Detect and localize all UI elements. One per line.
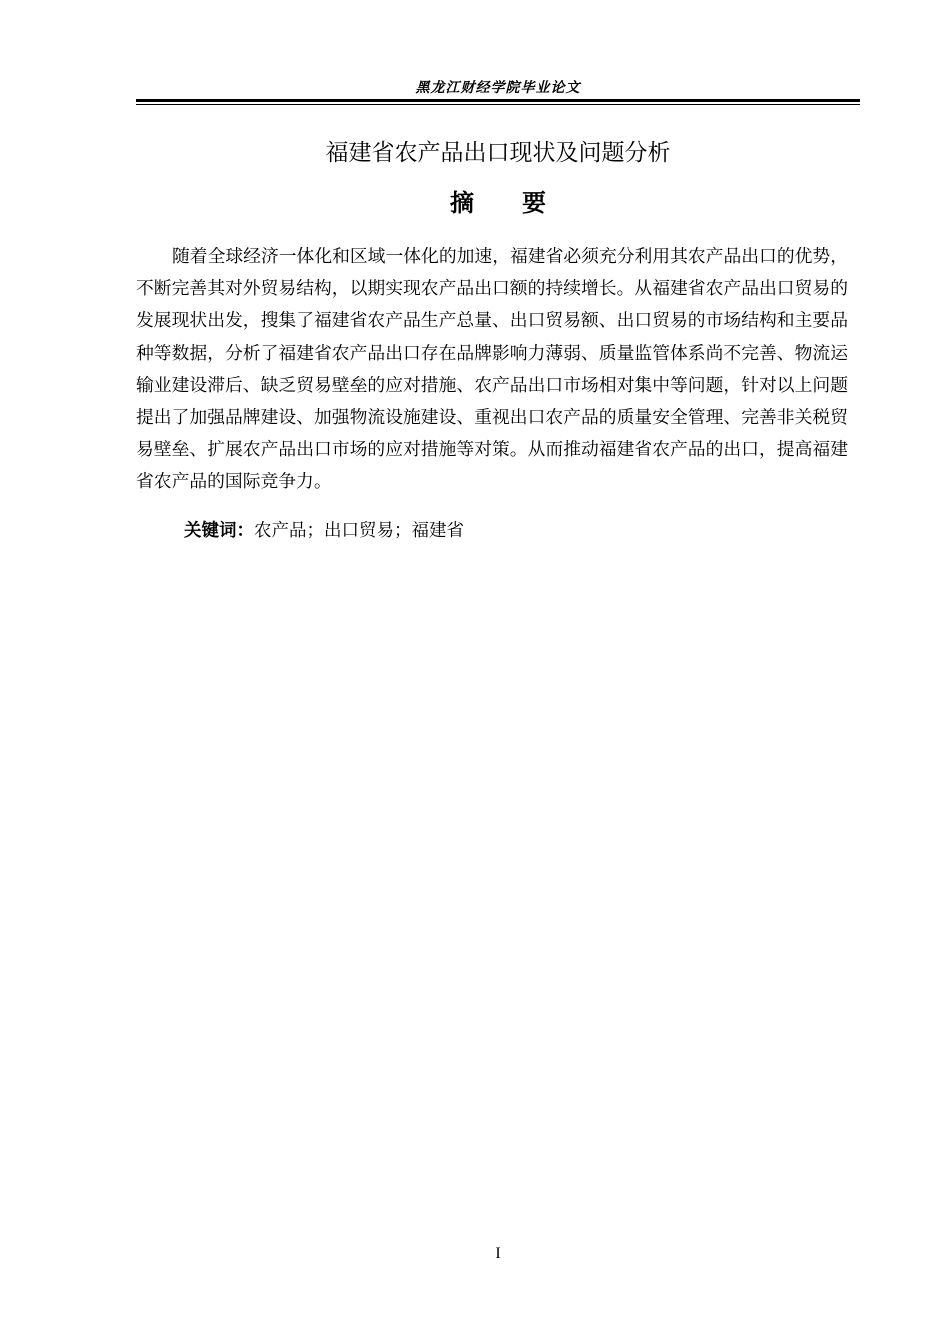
- abstract-heading: [136, 188, 860, 218]
- thesis-title: 福建省农产品出口现状及问题分析: [325, 140, 671, 166]
- abstract-heading-right: 要: [522, 189, 546, 217]
- keywords-values: 农产品；出口贸易；福建省: [254, 521, 464, 541]
- keywords-label: 关键词：: [184, 521, 254, 541]
- keywords-line: [184, 517, 464, 545]
- header-rule-thin: [136, 104, 860, 105]
- running-header: 黑龙江财经学院毕业论文: [415, 80, 581, 96]
- abstract-body: 随着全球经济一体化和区域一体化的加速，福建省必须充分利用其农产品出口的优势，不断完善其对外贸易结构，以期实现农产品出口额的持续增长。从福建省农产品出口贸易的发展现状出发，搜集了福建省农产品生产总量、出口贸易额、出口贸易的市场结构和主要品种等数据，分析了福建省农产品出口存在品牌影响力薄弱、质量监管体系尚不完善、物流运输业建设滞后、缺乏贸易壁垒的应对措施、农产品出口市场相对集中等问题，针对以上问题提出了加强品牌建设、加强物流设施建设、重视出口农产品的质量安全管理、完善非关税贸易壁垒、扩展农产品出口市场的应对措施等对策。从而推动福建省农产品的出口，提高福建省农产品的国际竞争力。: [136, 246, 848, 493]
- header-rule-thick: [136, 99, 860, 102]
- page-number: I: [495, 1245, 501, 1262]
- abstract-heading-left: 摘: [450, 189, 474, 217]
